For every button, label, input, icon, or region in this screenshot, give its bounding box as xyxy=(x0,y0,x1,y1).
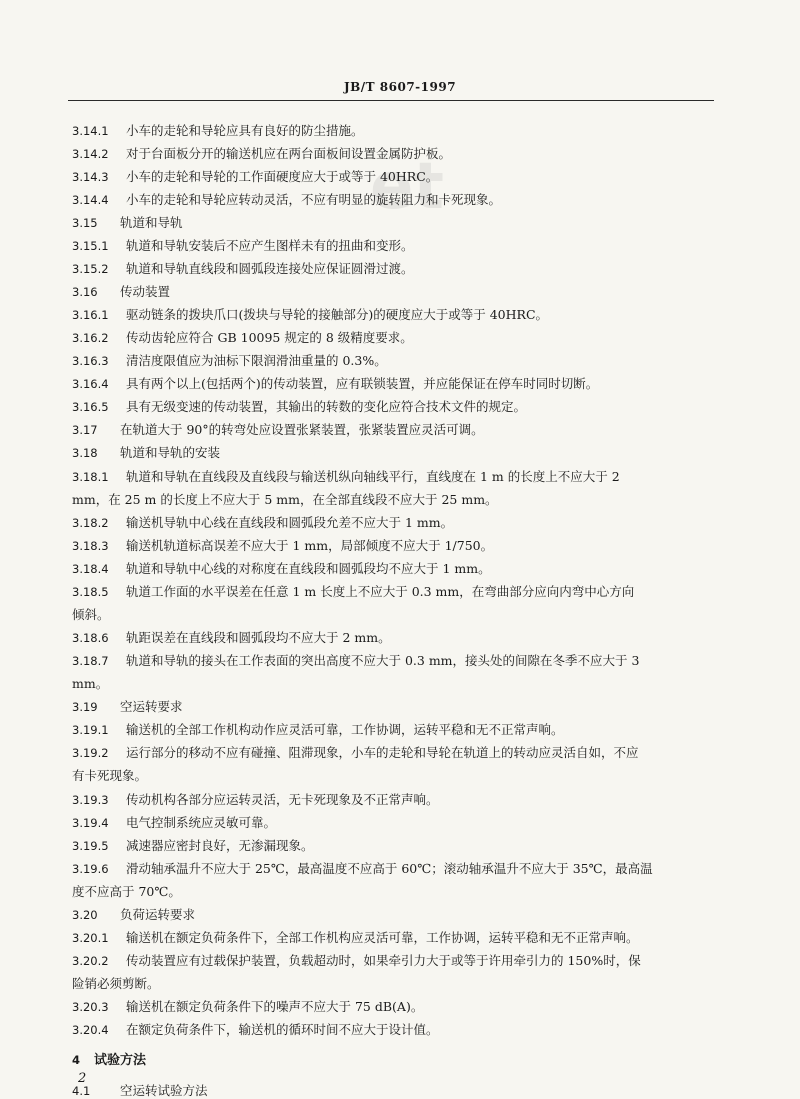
clause-number: 3.18 xyxy=(72,446,98,460)
clause-text: 试验方法 xyxy=(94,1053,147,1068)
clause-line xyxy=(72,215,722,231)
clause-text: 在额定负荷条件下，输送机的循环时间不应大于设计值。 xyxy=(126,1022,439,1037)
clause-line xyxy=(72,630,722,646)
clause-text: 空运转试验方法 xyxy=(120,1083,208,1098)
clause-number: 3.16.5 xyxy=(72,400,109,414)
clause-number: 4 xyxy=(72,1053,81,1067)
clause-text: 轨距误差在直线段和圆弧段均不应大于 2 mm。 xyxy=(126,630,391,645)
clause-number: 3.18.6 xyxy=(72,631,109,645)
clause-text: 输送机轨道标高误差不应大于 1 mm，局部倾度不应大于 1/750。 xyxy=(126,538,494,553)
clause-number: 3.20.3 xyxy=(72,1000,109,1014)
clause-text: 输送机在额定负荷条件下的噪声不应大于 75 dB(A)。 xyxy=(126,999,424,1014)
clause-continuation xyxy=(72,768,722,784)
clause-number: 3.14.3 xyxy=(72,170,109,184)
clause-line xyxy=(72,838,722,854)
clause-line xyxy=(72,861,722,877)
clause-number: 3.18.4 xyxy=(72,562,109,576)
clause-line xyxy=(72,699,722,715)
clause-text: 具有两个以上(包括两个)的传动装置，应有联锁装置，并应能保证在停车时同时切断。 xyxy=(126,376,599,391)
clause-text: 具有无级变速的传动装置，其输出的转数的变化应符合技术文件的规定。 xyxy=(126,399,527,414)
clause-number: 3.19.4 xyxy=(72,816,109,830)
clause-text: 传动装置 xyxy=(120,284,171,299)
clause-number: 3.18.3 xyxy=(72,539,109,553)
clause-text: 轨道工作面的水平误差在任意 1 m 长度上不应大于 0.3 mm，在弯曲部分应向内弯中心方向 xyxy=(126,584,635,599)
clause-line xyxy=(72,722,722,738)
clause-text: 传动齿轮应符合 GB 10095 规定的 8 级精度要求。 xyxy=(126,330,413,345)
clause-continuation xyxy=(72,607,722,623)
clause-text: 在轨道大于 90°的转弯处应设置张紧装置，张紧装置应灵活可调。 xyxy=(120,422,484,437)
clause-line xyxy=(72,376,722,392)
clause-number: 3.15.2 xyxy=(72,262,109,276)
clause-line xyxy=(72,1022,722,1038)
clause-line xyxy=(72,399,722,415)
clause-number: 3.18.5 xyxy=(72,585,109,599)
clause-text: 轨道和导轨的安装 xyxy=(120,445,221,460)
clause-text: 清洁度限值应为油标下限润滑油重量的 0.3%。 xyxy=(126,353,387,368)
clause-number: 3.18.2 xyxy=(72,516,109,530)
clause-text: 轨道和导轨在直线段及直线段与输送机纵向轴线平行，直线度在 1 m 的长度上不应大于 2 xyxy=(126,469,620,484)
clause-text: 险销必须剪断。 xyxy=(72,976,160,991)
clause-number: 3.19.6 xyxy=(72,862,109,876)
clause-text: 轨道和导轨中心线的对称度在直线段和圆弧段均不应大于 1 mm。 xyxy=(126,561,491,576)
clause-number: 3.14.4 xyxy=(72,193,109,207)
clause-line xyxy=(72,445,722,461)
clause-line xyxy=(72,422,722,438)
clause-line xyxy=(72,192,722,208)
clause-line xyxy=(72,538,722,554)
clause-line xyxy=(72,123,722,139)
clause-line xyxy=(72,815,722,831)
page-header: JB/T 8607-1997 xyxy=(343,80,457,94)
clause-number: 3.19.5 xyxy=(72,839,109,853)
clause-number: 3.20.2 xyxy=(72,954,109,968)
clause-number: 3.19 xyxy=(72,700,98,714)
clause-text: 对于台面板分开的输送机应在两台面板间设置金属防护板。 xyxy=(126,146,452,161)
clause-text: 滑动轴承温升不应大于 25℃，最高温度不应高于 60℃；滚动轴承温升不应大于 35℃，最高温 xyxy=(126,861,653,876)
clause-line xyxy=(72,653,722,669)
clause-text: 度不应高于 70℃。 xyxy=(72,884,181,899)
clause-text: 小车的走轮和导轮的工作面硬度应大于或等于 40HRC。 xyxy=(126,169,439,184)
clause-number: 3.16.4 xyxy=(72,377,109,391)
clause-text: mm。 xyxy=(72,676,109,691)
clause-text: 驱动链条的拨块爪口(拨块与导轮的接触部分)的硬度应大于或等于 40HRC。 xyxy=(126,307,549,322)
clause-text: 电气控制系统应灵敏可靠。 xyxy=(126,815,277,830)
clause-text: 空运转要求 xyxy=(120,699,183,714)
clause-number: 3.19.3 xyxy=(72,793,109,807)
page-number: 2 xyxy=(78,1071,87,1086)
clause-text: 运行部分的移动不应有碰撞、阻滞现象，小车的走轮和导轮在轨道上的转动应灵活自如，不应 xyxy=(126,745,639,760)
clause-text: 轨道和导轨安装后不应产生图样未有的扭曲和变形。 xyxy=(126,238,414,253)
clause-number: 3.16 xyxy=(72,285,98,299)
clause-text: 负荷运转要求 xyxy=(120,907,196,922)
clause-number: 4.1 xyxy=(72,1084,91,1098)
clause-text: 传动装置应有过载保护装置，负载超动时，如果牵引力大于或等于许用牵引力的 150%时，保 xyxy=(126,953,641,968)
clause-text: 轨道和导轨 xyxy=(120,215,183,230)
clause-line xyxy=(72,561,722,577)
clause-line xyxy=(72,469,722,485)
clause-line xyxy=(72,169,722,185)
clause-continuation xyxy=(72,492,722,508)
clause-line xyxy=(72,515,722,531)
clause-line xyxy=(72,307,722,323)
clause-number: 3.18.1 xyxy=(72,470,109,484)
clause-line xyxy=(72,284,722,300)
clause-number: 3.16.3 xyxy=(72,354,109,368)
clause-number: 3.20.4 xyxy=(72,1023,109,1037)
clause-line xyxy=(72,792,722,808)
clause-number: 3.20.1 xyxy=(72,931,109,945)
clause-number: 3.14.2 xyxy=(72,147,109,161)
clause-text: 轨道和导轨的接头在工作表面的突出高度不应大于 0.3 mm，接头处的间隙在冬季不应大于 3 xyxy=(126,653,640,668)
clause-text: 倾斜。 xyxy=(72,607,110,622)
clause-line xyxy=(72,745,722,761)
clause-line xyxy=(72,1052,722,1069)
clause-number: 3.15.1 xyxy=(72,239,109,253)
clause-text: mm，在 25 m 的长度上不应大于 5 mm，在全部直线段不应大于 25 mm。 xyxy=(72,492,498,507)
clause-number: 3.20 xyxy=(72,908,98,922)
clause-line xyxy=(72,907,722,923)
clause-text: 传动机构各部分应运转灵活，无卡死现象及不正常声响。 xyxy=(126,792,439,807)
clause-text: 输送机导轨中心线在直线段和圆弧段允差不应大于 1 mm。 xyxy=(126,515,454,530)
clause-text: 输送机在额定负荷条件下，全部工作机构应灵活可靠，工作协调，运转平稳和无不正常声响。 xyxy=(126,930,639,945)
clause-text: 有卡死现象。 xyxy=(72,768,148,783)
clause-line xyxy=(72,146,722,162)
clause-continuation xyxy=(72,676,722,692)
clause-line xyxy=(72,261,722,277)
clause-number: 3.19.2 xyxy=(72,746,109,760)
clause-number: 3.16.2 xyxy=(72,331,109,345)
clause-line xyxy=(72,330,722,346)
clause-text: 小车的走轮和导轮应转动灵活，不应有明显的旋转阻力和卡死现象。 xyxy=(126,192,502,207)
clause-number: 3.17 xyxy=(72,423,98,437)
clause-number: 3.19.1 xyxy=(72,723,109,737)
clause-number: 3.14.1 xyxy=(72,124,109,138)
clause-line xyxy=(72,953,722,969)
clause-line xyxy=(72,930,722,946)
clause-line xyxy=(72,584,722,600)
watermark: et xyxy=(370,150,444,224)
clause-text: 减速器应密封良好，无渗漏现象。 xyxy=(126,838,314,853)
clause-line xyxy=(72,999,722,1015)
clause-line xyxy=(72,353,722,369)
clause-line xyxy=(72,238,722,254)
clause-continuation xyxy=(72,884,722,900)
clause-number: 3.15 xyxy=(72,216,98,230)
clause-continuation xyxy=(72,976,722,992)
clause-text: 小车的走轮和导轮应具有良好的防尘措施。 xyxy=(126,123,364,138)
clause-text: 输送机的全部工作机构动作应灵活可靠，工作协调，运转平稳和无不正常声响。 xyxy=(126,722,564,737)
clause-number: 3.18.7 xyxy=(72,654,109,668)
clause-number: 3.16.1 xyxy=(72,308,109,322)
header-rule xyxy=(68,100,714,101)
clause-text: 轨道和导轨直线段和圆弧段连接处应保证圆滑过渡。 xyxy=(126,261,414,276)
